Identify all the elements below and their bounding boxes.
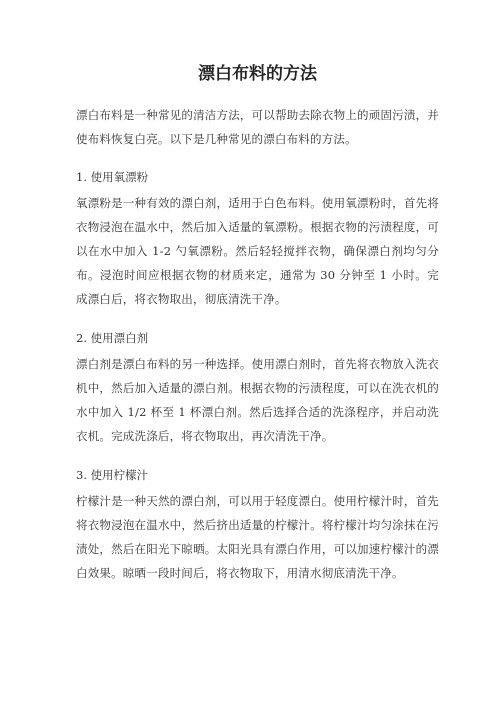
section-body-1: 氧漂粉是一种有效的漂白剂，适用于白色布料。使用氧漂粉时，首先将衣物浸泡在温水中，然后加入适量的氧漂粉。根据衣物的污渍程度，可以在水中加入 1-2 勺氧漂粉。然后轻轻搅拌衣物，确保漂白剂均匀分布。浸泡时间应根据衣物的材质来定，通常为 30 分钟至 1 小时。完成漂白后，将衣物取出，彻底清洗干净。 <box>76 196 439 306</box>
document-title: 漂白布料的方法 <box>198 64 317 84</box>
section-heading-3: 3. 使用柠檬汁 <box>76 468 149 482</box>
section-body-2: 漂白剂是漂白布料的另一种选择。使用漂白剂时，首先将衣物放入洗衣机中，然后加入适量的漂白剂。根据衣物的污渍程度，可以在洗衣机的水中加入 1/2 杯至 1 杯漂白剂。然后选择合适的洗涤程序，并启动洗衣机。完成洗涤后，将衣物取出，再次清洗干净。 <box>76 357 439 443</box>
intro-paragraph: 漂白布料是一种常见的清洁方法，可以帮助去除衣物上的顽固污渍，并使布料恢复白亮。以下是几种常见的漂白布料的方法。 <box>76 108 439 146</box>
section-body-3: 柠檬汁是一种天然的漂白剂，可以用于轻度漂白。使用柠檬汁时，首先将衣物浸泡在温水中，然后挤出适量的柠檬汁。将柠檬汁均匀涂抹在污渍处，然后在阳光下晾晒。太阳光具有漂白作用，可以加速柠檬汁的漂白效果。晾晒一段时间后，将衣物取下，用清水彻底清洗干净。 <box>76 494 439 580</box>
section-heading-2: 2. 使用漂白剂 <box>76 331 149 345</box>
section-heading-1: 1. 使用氧漂粉 <box>76 170 149 184</box>
